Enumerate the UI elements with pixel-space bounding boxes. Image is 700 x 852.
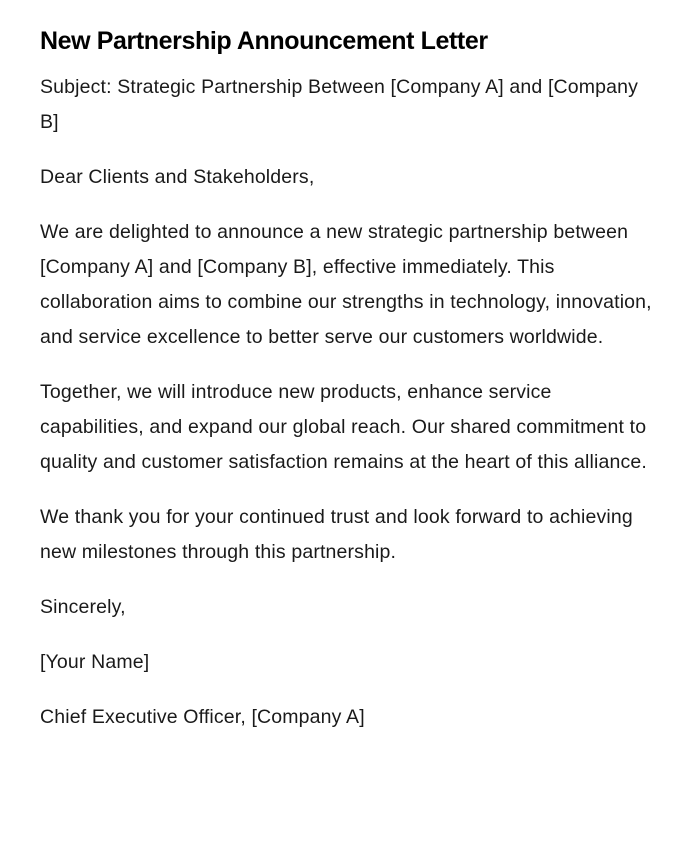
letter-closing: Sincerely, — [40, 596, 126, 618]
letter-paragraph-1: We are delighted to announce a new strategic partnership between [Company A] and [Company B], effective immediately. This collaboration aims to combine our strengths in technology, innovation, and service excellence to better serve our customers worldwide. — [40, 221, 652, 348]
letter-greeting: Dear Clients and Stakeholders, — [40, 166, 315, 188]
signer-title: Chief Executive Officer, [Company A] — [40, 706, 365, 728]
letter-paragraph-2: Together, we will introduce new products, enhance service capabilities, and expand our global reach. Our shared commitment to quality and customer satisfaction remains at the heart of this alliance. — [40, 381, 647, 473]
signer-name: [Your Name] — [40, 651, 150, 673]
letter-subject: Subject: Strategic Partnership Between [Company A] and [Company B] — [40, 76, 639, 133]
letter-paragraph-3: We thank you for your continued trust and look forward to achieving new milestones through this partnership. — [40, 506, 633, 563]
letter-title: New Partnership Announcement Letter — [40, 27, 488, 55]
